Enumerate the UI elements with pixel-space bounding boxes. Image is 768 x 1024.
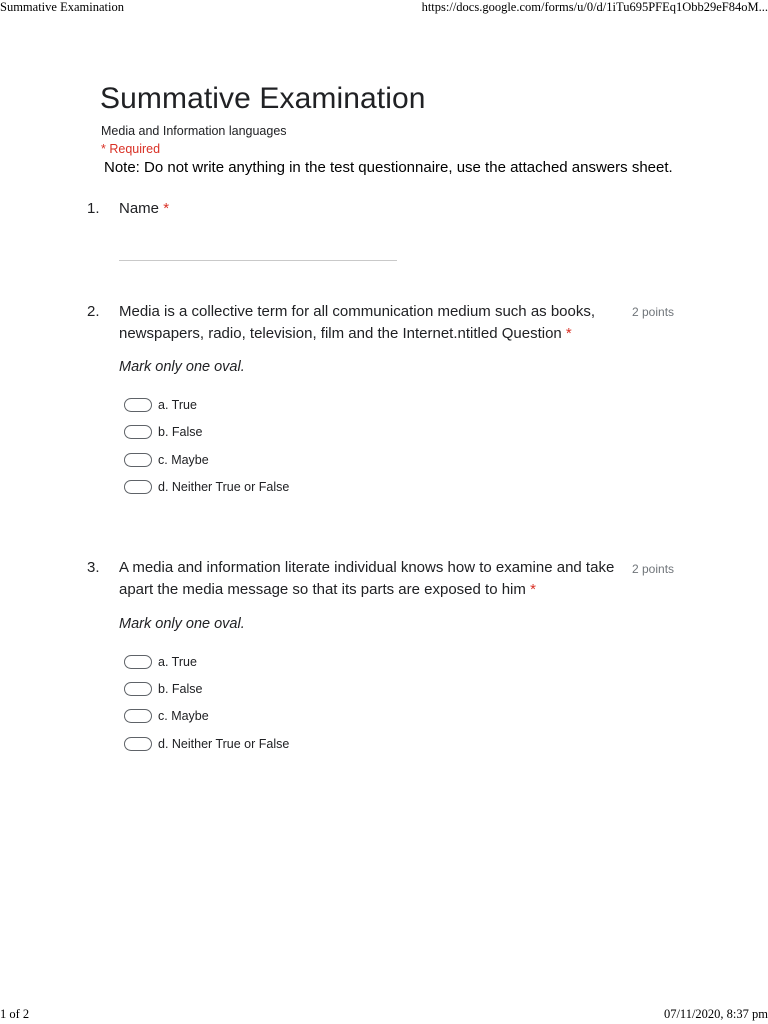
- question-number: 1.: [87, 200, 100, 217]
- instruction-text: Mark only one oval.: [119, 359, 245, 375]
- question-number: 3.: [87, 559, 100, 576]
- option-neither[interactable]: [124, 479, 289, 495]
- option-label: d. Neither True or False: [158, 480, 290, 494]
- option-label: c. Maybe: [158, 453, 209, 467]
- option-label: a. True: [158, 655, 197, 669]
- radio-oval[interactable]: [124, 682, 152, 696]
- print-footer: [0, 1006, 768, 1022]
- radio-oval[interactable]: [124, 709, 152, 723]
- radio-oval[interactable]: [124, 737, 152, 751]
- option-neither[interactable]: [124, 736, 289, 752]
- radio-oval[interactable]: [124, 398, 152, 412]
- radio-oval[interactable]: [124, 480, 152, 494]
- print-header: [0, 0, 768, 16]
- option-maybe[interactable]: [124, 452, 209, 468]
- question-label: Name: [119, 200, 160, 217]
- print-datetime: 07/11/2020, 8:37 pm: [663, 1007, 768, 1021]
- option-false[interactable]: [124, 681, 202, 697]
- option-label: d. Neither True or False: [158, 737, 290, 751]
- points-label: 2 points: [632, 305, 675, 319]
- option-label: a. True: [158, 398, 197, 412]
- page-number: 1 of 2: [0, 1007, 30, 1021]
- question-number: 2.: [87, 303, 100, 320]
- question-text: [119, 301, 624, 345]
- option-true[interactable]: [124, 397, 197, 413]
- radio-oval[interactable]: [124, 655, 152, 669]
- required-asterisk: *: [530, 581, 536, 598]
- question-text: [119, 557, 624, 601]
- instruction-text: Mark only one oval.: [119, 616, 245, 632]
- option-label: b. False: [158, 682, 203, 696]
- required-asterisk: *: [163, 200, 170, 217]
- required-note: * Required: [101, 142, 161, 156]
- print-url: https://docs.google.com/forms/u/0/d/1iTu695PFEq1Obb29eF84oM...: [421, 0, 768, 14]
- option-label: c. Maybe: [158, 709, 209, 723]
- option-false[interactable]: [124, 424, 202, 440]
- question-label: Media is a collective term for all communication medium such as books, newspapers, radio, television, film and the Internet.ntitled Question: [119, 303, 596, 342]
- print-page-title: Summative Examination: [0, 0, 124, 14]
- radio-oval[interactable]: [124, 453, 152, 467]
- option-maybe[interactable]: [124, 708, 209, 724]
- form-note: Note: Do not write anything in the test questionnaire, use the attached answers sheet.: [104, 159, 673, 176]
- option-true[interactable]: [124, 654, 197, 670]
- question-label: A media and information literate individual knows how to examine and take apart the media message so that its parts are exposed to him: [119, 559, 615, 598]
- form-title: Summative Examination: [100, 82, 426, 115]
- question-text: [119, 198, 624, 220]
- radio-oval[interactable]: [124, 425, 152, 439]
- option-label: b. False: [158, 425, 203, 439]
- form-description: Media and Information languages: [101, 124, 287, 138]
- name-input[interactable]: [119, 260, 397, 261]
- required-asterisk: *: [565, 325, 572, 342]
- points-label: 2 points: [632, 562, 675, 576]
